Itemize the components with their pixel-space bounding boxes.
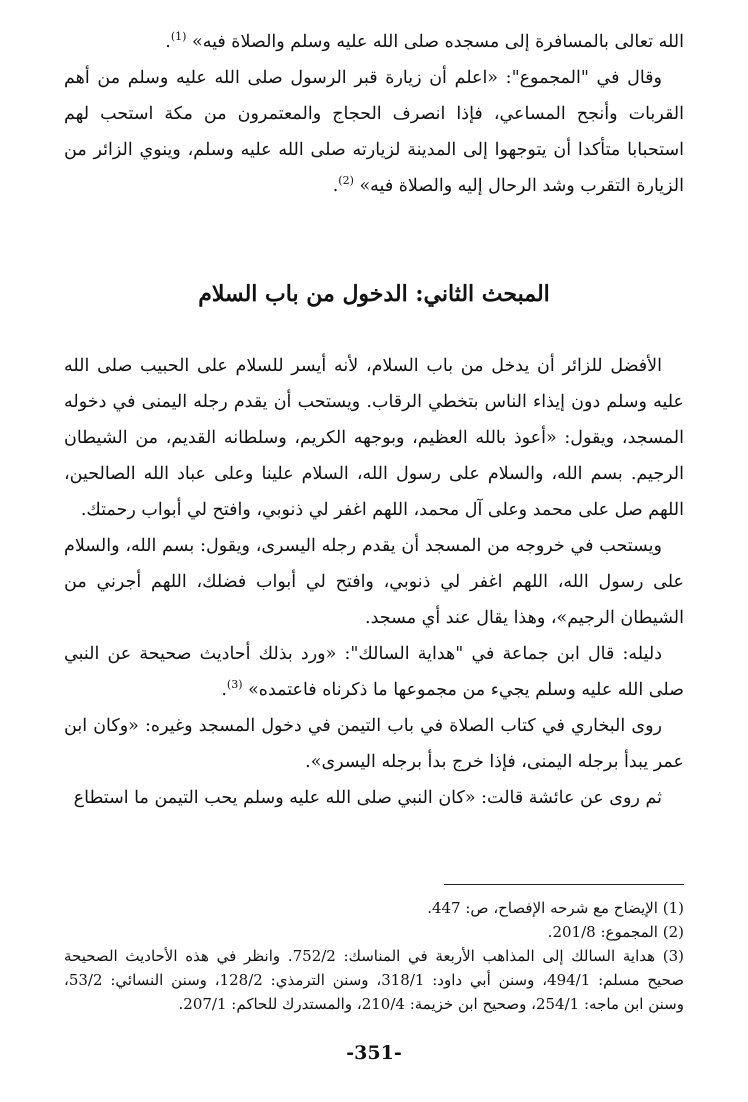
footnote-1: (1) الإيضاح مع شرحه الإفصاح، ص: 447. [427,899,684,917]
paragraph-2-end: . [332,176,339,196]
footnote-ref-3: (3) [226,678,243,692]
paragraph-2-text: وقال في "المجموع": «اعلم أن زيارة قبر الرسول صلى الله عليه وسلم من أهم القربات وأنجح المساعي، فإذا انصرف الحجاج والمعتمرون من مكة استحب لهم استحبابا متأكدا أن يتوجهوا إلى المدينة لزيارته صلى الله عليه وسلم، وينوي الزائر من الزيارة التقرب وشد الرحال إليه والصلاة فيه» [64,68,684,196]
paragraph-7: ثم روى عن عائشة قالت: «كان النبي صلى الله عليه وسلم يحب التيمن ما استطاع [73,788,662,808]
footnote-ref-1: (1) [170,30,187,44]
page-number: -351- [346,1042,402,1064]
paragraph-4: ويستحب في خروجه من المسجد أن يقدم رجله اليسرى، ويقول: بسم الله، والسلام على رسول الله، اللهم اغفر لي ذنوبي، وافتح لي أبواب فضلك، اللهم أجرني من الشيطان الرجيم»، وهذا يقال عند أي مسجد. [64,536,684,628]
paragraph-1 [64,24,684,60]
paragraph-2 [64,60,684,204]
page-body [64,24,684,816]
paragraph-5-end: . [221,680,227,700]
section-heading: المبحث الثاني: الدخول من باب السلام [198,281,550,307]
section-gap-bottom [64,314,684,348]
paragraph-3: الأفضل للزائر أن يدخل من باب السلام، لأنه أيسر للسلام على الحبيب صلى الله عليه وسلم دون إيذاء الناس بتخطي الرقاب. ويستحب أن يقدم رجله اليمنى في دخوله المسجد، ويقول: «أعوذ بالله العظيم، وبوجهه الكريم، وسلطانه القديم، من الشيطان الرجيم. بسم الله، والسلام على رسول الله، السلام علينا وعلى عباد الله الصالحين، اللهم صل على محمد وعلى آل محمد، اللهم اغفر لي ذنوبي، وافتح لي أبواب رحمتك. [64,356,684,520]
footnote-3: (3) هداية السالك إلى المذاهب الأربعة في المناسك: 752/2. وانظر في هذه الأحاديث الصحيحة صحيح مسلم: 494/1، وسنن أبي داود: 318/1، وسنن الترمذي: 128/2، وسنن النسائي: 53/2، وسنن ابن ماجه: 254/1، وصحيح ابن خزيمة: 210/4، والمستدرك للحاكم: 207/1. [64,947,684,1013]
footnote-2: (2) المجموع: 201/8. [547,923,684,941]
footnote-divider [444,884,684,885]
paragraph-1-end: . [165,32,171,52]
paragraph-6: روى البخاري في كتاب الصلاة في باب التيمن في دخول المسجد وغيره: «وكان ابن عمر يبدأ برجله اليمنى، فإذا خرج بدأ برجله اليسرى». [64,716,684,772]
footnote-ref-2: (2) [338,174,354,188]
paragraph-5-text: دليله: قال ابن جماعة في "هداية السالك": «ورد بذلك أحاديث صحيحة عن النبي صلى الله عليه وسلم يجيء من مجموعها ما ذكرناه فاعتمده» [64,644,684,700]
footnotes [64,896,684,1016]
paragraph-1-text: الله تعالى بالمسافرة إلى مسجده صلى الله عليه وسلم والصلاة فيه» [192,32,684,52]
paragraph-5 [64,636,684,708]
section-gap-top [64,204,684,274]
